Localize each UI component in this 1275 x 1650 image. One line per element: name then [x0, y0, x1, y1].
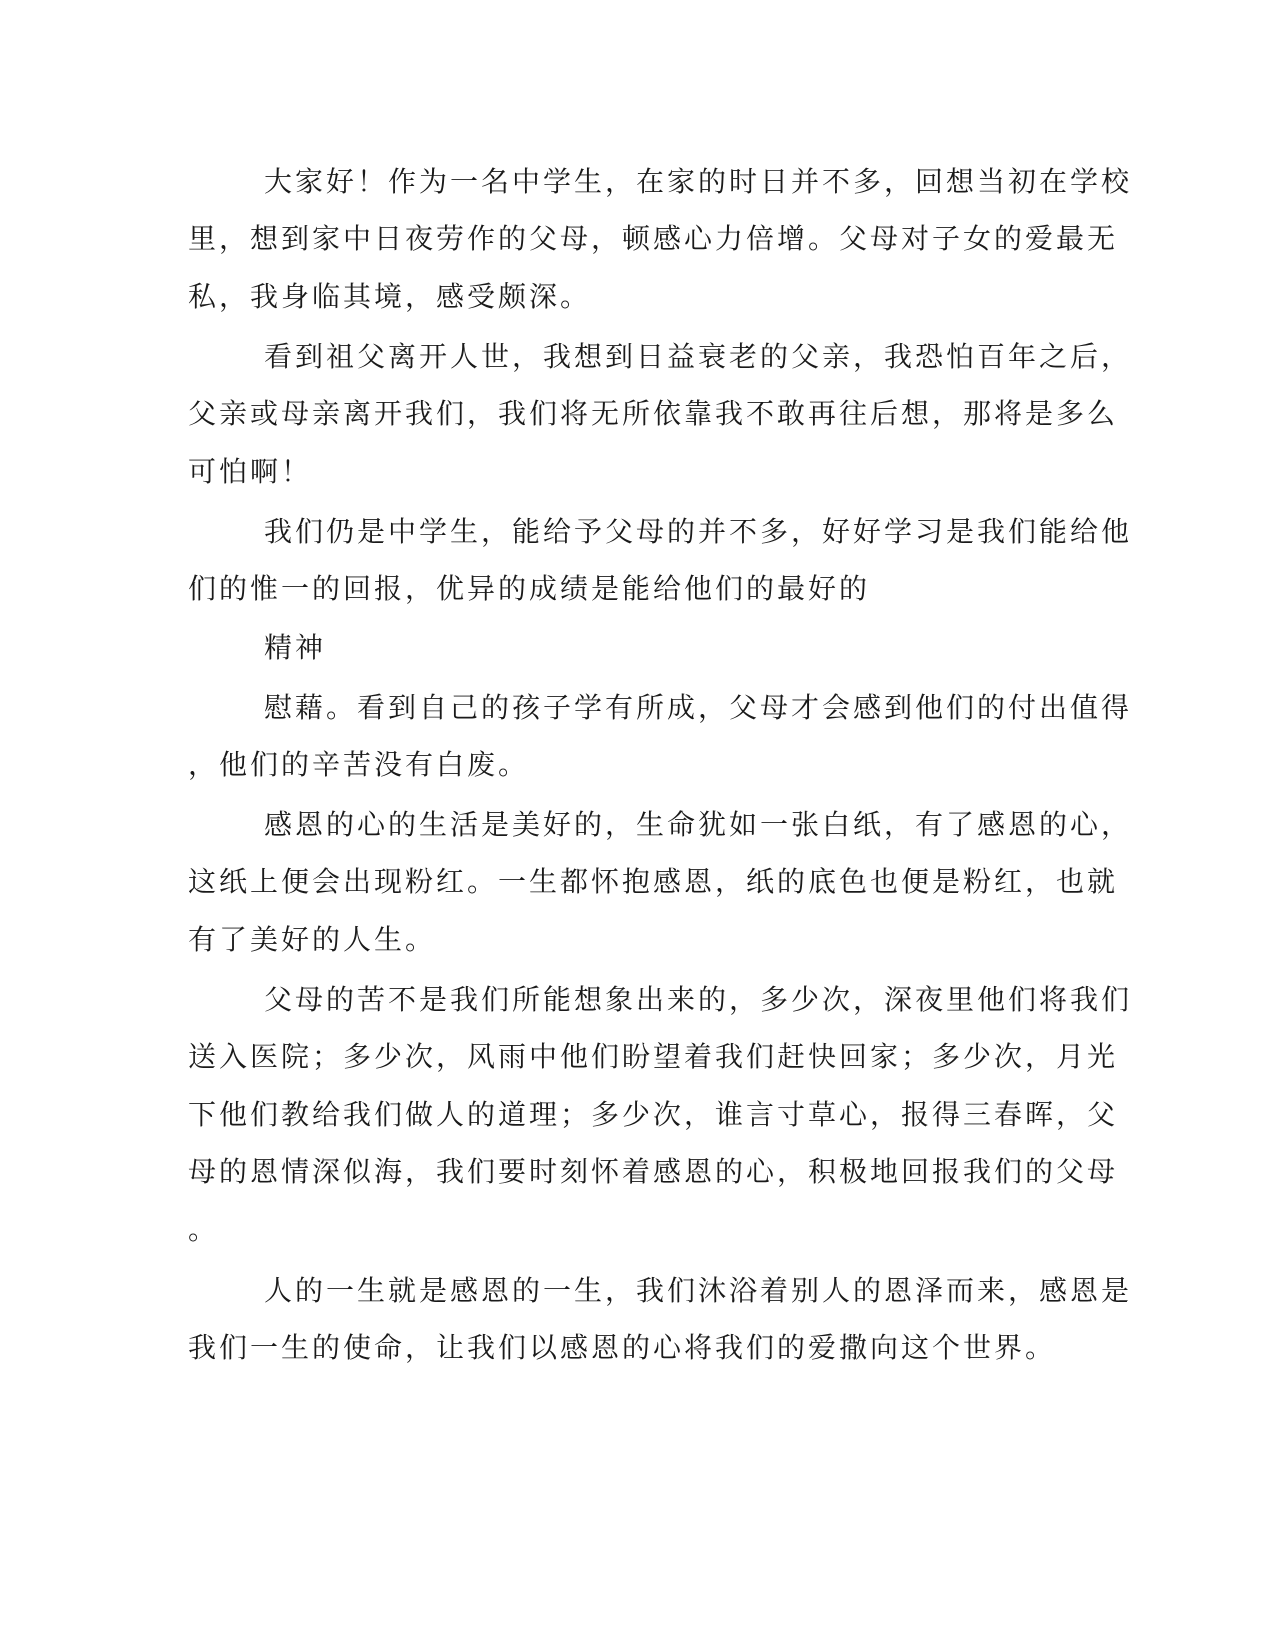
text-line: 人的一生就是感恩的一生，我们沐浴着别人的恩泽而来，感恩是: [264, 1274, 1133, 1307]
text-line: 下他们教给我们做人的道理；多少次，谁言寸草心，报得三春晖，父: [188, 1098, 1119, 1131]
text-line: 送入医院；多少次，风雨中他们盼望着我们赶快回家；多少次，月光: [188, 1040, 1119, 1073]
text-line: 感恩的心的生活是美好的，生命犹如一张白纸，有了感恩的心，: [264, 808, 1133, 841]
text-line: 精神: [264, 631, 327, 664]
text-line: ，他们的辛苦没有白废。: [188, 748, 530, 781]
text-line: 父母的苦不是我们所能想象出来的，多少次，深夜里他们将我们: [264, 983, 1133, 1016]
text-line: 有了美好的人生。: [188, 923, 437, 956]
text-line: 我们一生的使命，让我们以感恩的心将我们的爱撒向这个世界。: [188, 1331, 1057, 1364]
text-line: 父亲或母亲离开我们，我们将无所依靠我不敢再往后想，那将是多么: [188, 397, 1119, 430]
text-line: 母的恩情深似海，我们要时刻怀着感恩的心，积极地回报我们的父母: [188, 1155, 1119, 1188]
text-line: 可怕啊！: [188, 455, 313, 488]
text-line: 里，想到家中日夜劳作的父母，顿感心力倍增。父母对子女的爱最无: [188, 222, 1119, 255]
text-line: 看到祖父离开人世，我想到日益衰老的父亲，我恐怕百年之后，: [264, 340, 1133, 373]
text-line: 慰藉。看到自己的孩子学有所成，父母才会感到他们的付出值得: [264, 691, 1133, 724]
text-line: 。: [188, 1213, 220, 1246]
text-line: 我们仍是中学生，能给予父母的并不多，好好学习是我们能给他: [264, 515, 1133, 548]
text-line: 们的惟一的回报，优异的成绩是能给他们的最好的: [188, 572, 871, 605]
text-line: 大家好！作为一名中学生，在家的时日并不多，回想当初在学校: [264, 165, 1133, 198]
text-line: 私，我身临其境，感受颇深。: [188, 280, 592, 313]
text-line: 这纸上便会出现粉红。一生都怀抱感恩，纸的底色也便是粉红，也就: [188, 865, 1119, 898]
